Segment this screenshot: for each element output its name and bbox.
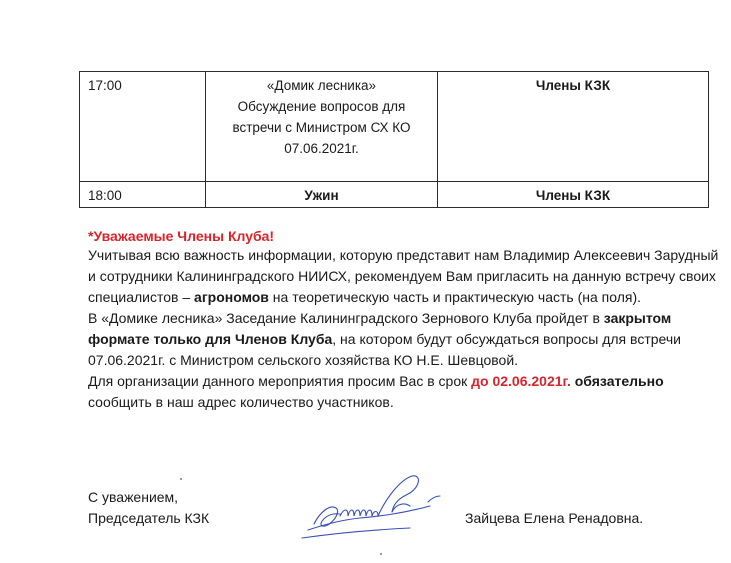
scan-speck — [180, 478, 182, 480]
text: , на котором будут обсуждаться вопросы для встречи 07.06.2021г. с Министром сельского хозяйства КО Н.Е. Шевцовой. — [88, 331, 681, 368]
paragraph — [88, 245, 728, 308]
table-row — [80, 72, 709, 182]
deadline-date: до 02.06.2021г. — [471, 373, 571, 389]
event-line: встречи с Министром СХ КО — [232, 120, 411, 135]
emphasis: агрономов — [194, 289, 269, 305]
position: Председатель КЗК — [88, 510, 210, 526]
event-line: Обсуждение вопросов для — [237, 99, 406, 114]
text: Для организации данного мероприятия просим Вас в срок — [88, 373, 472, 389]
signer-name: Зайцева Елена Ренадовна. — [465, 510, 644, 526]
text: на теоретическую часть и практическую часть (на поля). — [268, 289, 642, 305]
table-row — [80, 182, 709, 208]
schedule-table — [79, 71, 709, 208]
time-cell: 18:00 — [80, 182, 206, 208]
text: Учитывая всю важность информации, которую представит нам Владимир Алексеевич Зарудный и сотрудники Калининградского НИИСХ, рекомендуем Вам пригласить на данную встречу своих специалистов – — [88, 247, 719, 305]
text: В «Домике лесника» Заседание Калининградского Зернового Клуба пройдет в — [88, 310, 604, 326]
event-cell: Ужин — [206, 182, 438, 208]
greeting: *Уважаемые Члены Клуба! — [88, 228, 275, 244]
emphasis: закрытом формате только для Членов Клуба — [88, 310, 672, 347]
signature-block — [88, 487, 209, 529]
event-line: 07.06.2021г. — [284, 141, 359, 156]
participants-cell: Члены КЗК — [438, 182, 709, 208]
paragraph — [88, 308, 728, 371]
event-cell — [206, 72, 438, 182]
handwritten-signature — [300, 468, 460, 548]
letter-body — [88, 245, 728, 413]
paragraph — [88, 371, 728, 413]
time-cell: 17:00 — [80, 72, 206, 182]
scan-speck — [380, 553, 382, 555]
emphasis: обязательно — [574, 373, 664, 389]
closing: С уважением, — [88, 489, 179, 505]
participants-cell: Члены КЗК — [438, 72, 709, 182]
text: сообщить в наш адрес количество участников. — [88, 394, 394, 410]
event-line: «Домик лесника» — [266, 78, 377, 93]
